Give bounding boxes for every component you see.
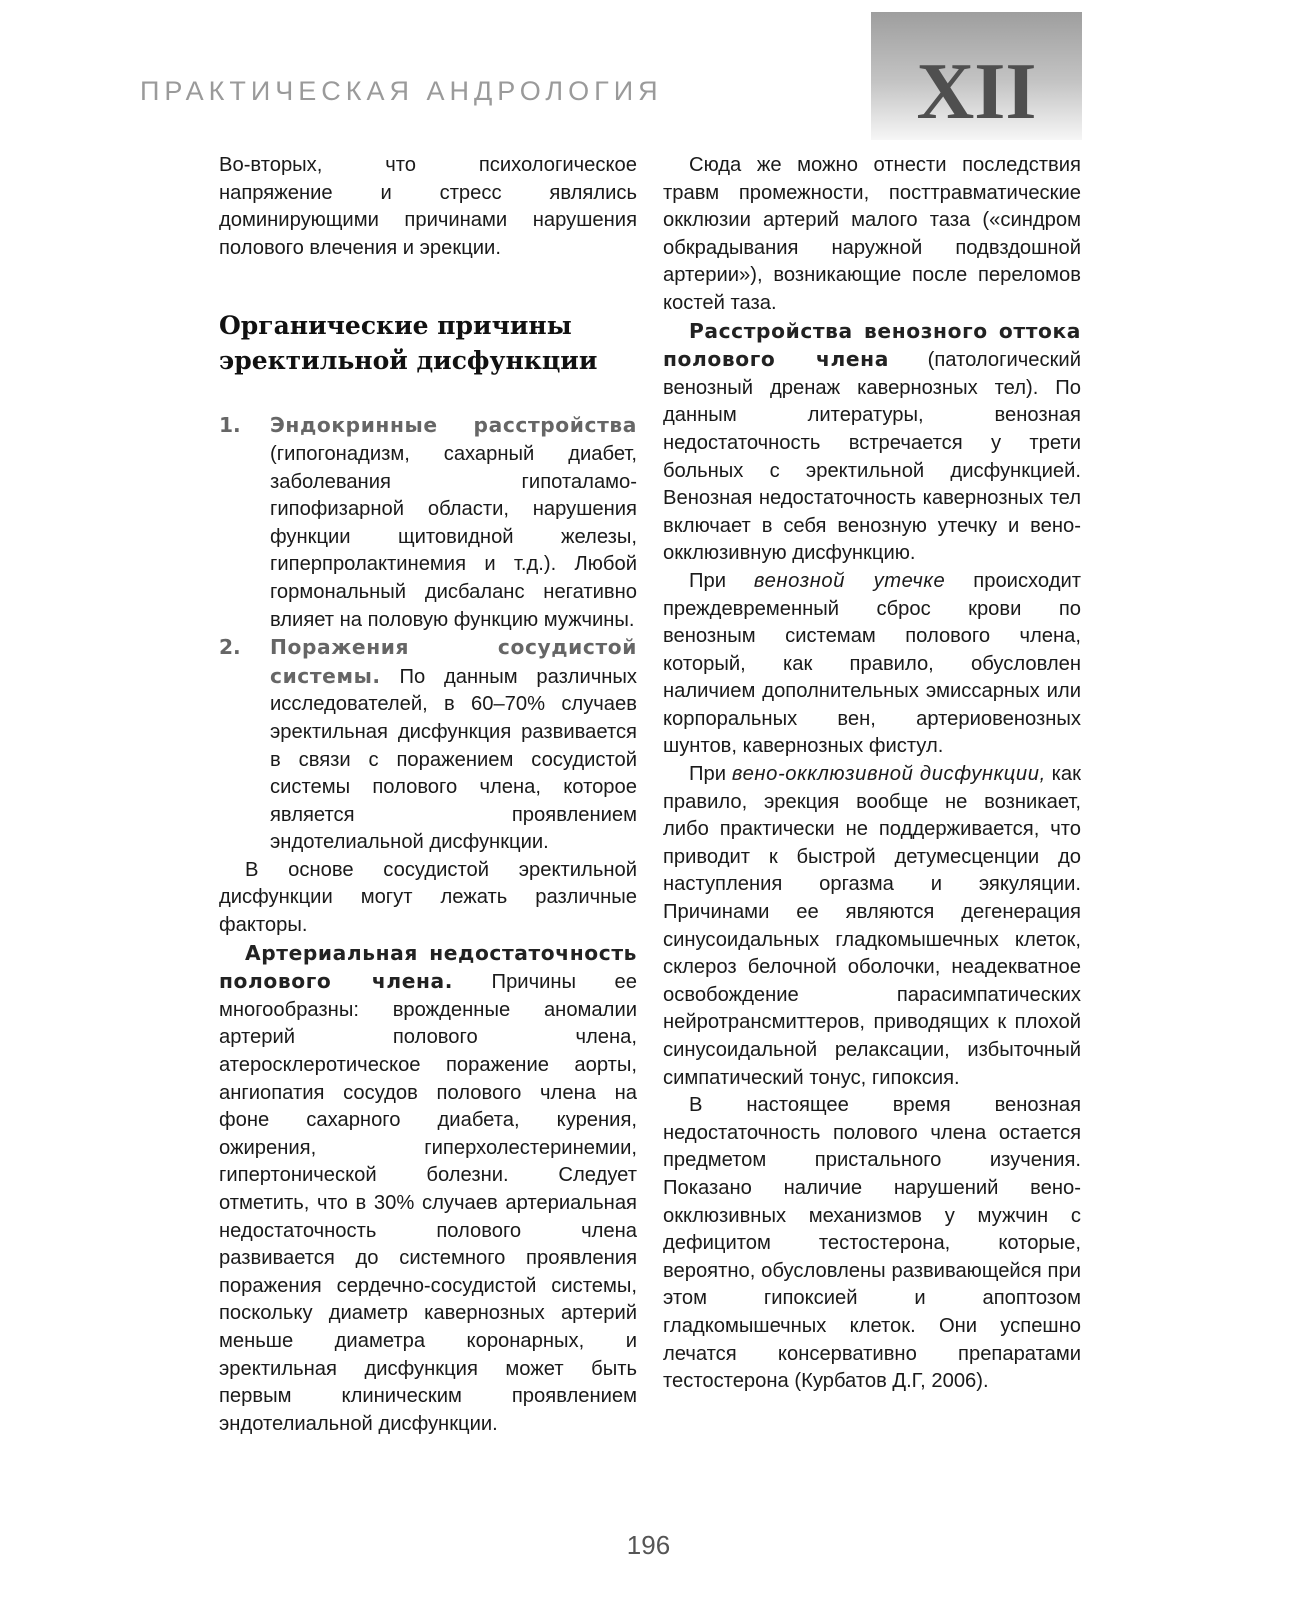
list-item-vascular — [219, 634, 637, 857]
venous-text: (патологический венозный дренаж кавернозных тел). По данным литературы, венозная недостаточность встречается у трети больных с эректильной дисфункцией. Венозная недостаточность кавернозных тел включает в себя венозную утечку и вено-окклюзивную дисфункцию. — [663, 349, 1081, 565]
left-column — [219, 152, 637, 1438]
list-number: 1. — [219, 413, 241, 438]
list-term: Поражения сосудистой системы. — [270, 635, 637, 688]
section-heading: Органические причины эректильной дисфункции — [219, 311, 598, 376]
venous-term: Расстройства венозного оттока полового члена — [663, 318, 1081, 372]
occlusive-term: вено-окклюзивной дисфункции, — [731, 763, 1046, 786]
list-item-endocrine — [219, 412, 637, 634]
leak-term: венозной утечке — [753, 569, 946, 592]
list-term: Эндокринные расстройства — [270, 413, 637, 438]
chapter-tab — [871, 12, 1082, 140]
running-title: ПРАКТИЧЕСКАЯ АНДРОЛОГИЯ — [140, 76, 663, 106]
chapter-numeral: XII — [916, 48, 1037, 136]
right-column — [663, 152, 1081, 1396]
arterial-paragraph — [219, 940, 637, 1439]
occlusive-text: как правило, эрекция вообще не возникает, либо практически не поддерживается, что приводит к быстрой детумесценции до наступления оргазма и эякуляции. Причинами ее являются дегенерация синусоидальных гладкомышечных клеток, склероз белочной оболочки, неадекватное освобождение парасимпатических нейротрансмиттеров, приводящих к плохой синусоидальной релаксации, избыточный симпатический тонус, гипоксия. — [663, 763, 1081, 1089]
venous-paragraph — [663, 318, 1081, 568]
leak-text: происходит преждевременный сброс крови по венозным системам полового члена, который, как правило, обусловлен наличием дополнительных эмиссарных или корпоральных вен, артериовенозных шунтов, кавернозных фистул. — [663, 569, 1081, 758]
leak-paragraph — [663, 568, 1081, 761]
list-text: (гипогонадизм, сахарный диабет, заболевания гипоталамо-гипофизарной области, нарушения функции щитовидной железы, гиперпролактинемия и т.д.). Любой гормональный дисбаланс негативно влияет на половую функцию мужчины. — [270, 442, 637, 631]
arterial-term: Артериальная недостаточность полового члена. — [219, 940, 637, 994]
page-number: 196 — [626, 1530, 671, 1560]
arterial-text: Причины ее многообразны: врожденные аномалии артерий полового члена, атеросклеротическое поражение аорты, ангиопатия сосудов полового члена на фоне сахарного диабета, курения, ожирения, гиперхолестеринемии, гипертонической болезни. Следует отметить, что в 30% случаев артериальная недостаточность полового члена развивается до системного проявления поражения сердечно-сосудистой системы, поскольку диаметр кавернозных артерий меньше диаметра коронарных, и эректильная дисфункция может быть первым клиническим проявлением эндотелиальной дисфункции. — [219, 971, 637, 1435]
occlusive-prefix: При — [689, 763, 732, 786]
current-paragraph: В настоящее время венозная недостаточность полового члена остается предметом пристального изучения. Показано наличие нарушений вено-окклюзивных механизмов у мужчин с дефицитом тестостерона, которые, вероятно, обусловлены развивающейся при этом гипоксией и апоптозом гладкомышечных клеток. Они успешно лечатся консервативно препаратами тестостерона (Курбатов Д.Г, 2006). — [663, 1094, 1081, 1393]
intro-paragraph: Во-вторых, что психологическое напряжение и стресс являлись доминирующими причинами нарушения полового влечения и эрекции. — [219, 154, 637, 259]
list-text: По данным различных исследователей, в 60–70% случаев эректильная дисфункция развивается в связи с поражением сосудистой системы полового члена, которое является проявлением эндотелиальной дисфункции. — [270, 665, 637, 854]
list-number: 2. — [219, 635, 241, 660]
trauma-paragraph: Сюда же можно отнести последствия травм промежности, посттравматические окклюзии артерий малого таза («синдром обкрадывания наружной подвздошной артерии»), возникающие после переломов костей таза. — [663, 154, 1081, 314]
leak-prefix: При — [689, 569, 754, 592]
basis-paragraph: В основе сосудистой эректильной дисфункции могут лежать различные факторы. — [219, 858, 637, 937]
occlusive-paragraph — [663, 761, 1081, 1092]
